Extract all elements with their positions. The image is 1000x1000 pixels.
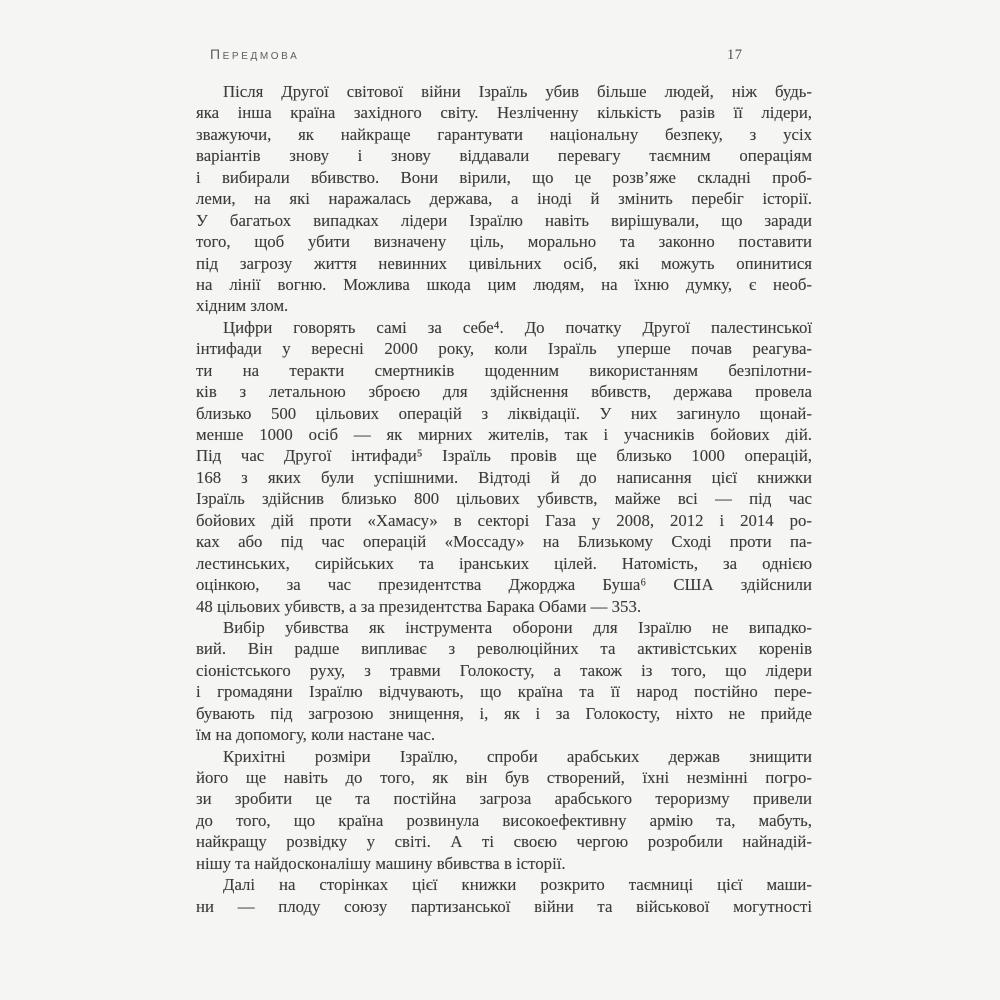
text-line: варіантів знову і знову віддавали перевагу таємним операціям xyxy=(196,146,812,166)
text-line: ни — плоду союзу партизанської війни та військової могутності xyxy=(196,896,812,916)
text-block xyxy=(196,81,812,917)
text-line: інтифади у вересні 2000 року, коли Ізраїль уперше почав реагува- xyxy=(196,339,812,359)
text-line: хідним злом. xyxy=(196,296,289,316)
text-line: 48 цільових убивств, а за президентства Барака Обами — 353. xyxy=(196,596,642,616)
text-line: Цифри говорять самі за себе⁴. До початку Другої палестинської xyxy=(223,317,812,337)
text-line: 168 з яких були успішними. Відтоді й до написання цієї книжки xyxy=(196,467,812,487)
text-line: найкращу розвідку у світі. А ті своєю чергою розробили найнадій- xyxy=(196,832,812,852)
text-line: нішу та найдосконалішу машину вбивства в історії. xyxy=(196,853,566,873)
text-line: леми, на які наражалась держава, а іноді й змінить перебіг історії. xyxy=(196,189,812,209)
text-line: і вибирали вбивство. Вони вірили, що це розв’яже складні проб- xyxy=(196,167,812,187)
paragraph xyxy=(196,317,812,617)
text-line: його ще навіть до того, як він був створений, їхні незмінні погро- xyxy=(196,768,812,787)
text-line: зи зробити це та постійна загроза арабського тероризму привели xyxy=(196,789,812,809)
text-line: Під час Другої інтифади⁵ Ізраїль провів ще близько 1000 операцій, xyxy=(196,446,812,466)
paragraph xyxy=(196,874,812,917)
text-line: лестинських, сирійських та іранських цілей. Натомість, за однією xyxy=(196,553,812,573)
text-line: на лінії вогню. Можлива шкода цим людям, на їхню думку, є необ- xyxy=(196,274,812,294)
page-number: 17 xyxy=(727,47,743,63)
running-head-title: Передмова xyxy=(210,46,300,62)
paragraph xyxy=(196,81,812,317)
text-line: сіоністського руху, з травми Голокосту, а також із того, що лідери xyxy=(196,660,812,680)
text-line: вий. Він радше випливає з революційних та активістських коренів xyxy=(196,639,812,659)
text-line: бувають під загрозою знищення, і, як і за Голокосту, ніхто не прийде xyxy=(196,703,812,723)
text-line: Крихітні розміри Ізраїлю, спроби арабських держав знищити xyxy=(223,746,812,766)
text-line: близько 500 цільових операцій з ліквідації. У них загинуло щонай- xyxy=(196,403,812,423)
text-line: зважуючи, як найкраще гарантувати національну безпеку, з усіх xyxy=(196,124,812,144)
text-line: під загрозу життя невинних цивільних осіб, які можуть опинитися xyxy=(196,253,812,273)
text-line: менше 1000 осіб — як мирних жителів, так і учасників бойових дій. xyxy=(196,425,812,444)
text-line: Вибір убивства як інструмента оборони для Ізраїлю не випадко- xyxy=(223,617,812,637)
text-line: їм на допомогу, коли настане час. xyxy=(196,725,436,745)
text-line: до того, що країна розвинула високоефективну армію та, мабуть, xyxy=(196,810,812,830)
paragraph xyxy=(196,746,812,875)
text-line: Далі на сторінках цієї книжки розкрито таємниці цієї маши- xyxy=(223,875,812,895)
text-line: Після Другої світової війни Ізраїль убив більше людей, ніж будь- xyxy=(223,82,812,101)
text-line: яка інша країна західного світу. Незліченну кількість разів її лідери, xyxy=(196,103,812,123)
text-line: У багатьох випадках лідери Ізраїлю навіть вирішували, що заради xyxy=(196,210,812,230)
text-line: бойових дій проти «Хамасу» в секторі Газа у 2008, 2012 і 2014 ро- xyxy=(196,510,812,530)
text-line: ти на теракти смертників щоденним використанням безпілотни- xyxy=(196,360,812,380)
text-line: того, щоб убити визначену ціль, морально та законно поставити xyxy=(196,232,812,252)
text-line: Ізраїль здійснив близько 800 цільових убивств, майже всі — під час xyxy=(196,489,812,509)
paragraph xyxy=(196,617,812,746)
text-line: і громадяни Ізраїлю відчувають, що країна та її народ постійно пере- xyxy=(196,682,812,702)
text-line: ках або під час операцій «Моссаду» на Близькому Сході проти па- xyxy=(196,532,812,552)
text-line: ків з летальною зброєю для здійснення вбивств, держава провела xyxy=(196,382,812,402)
text-line: оцінкою, за час президентства Джорджа Буша⁶ США здійснили xyxy=(196,575,812,595)
